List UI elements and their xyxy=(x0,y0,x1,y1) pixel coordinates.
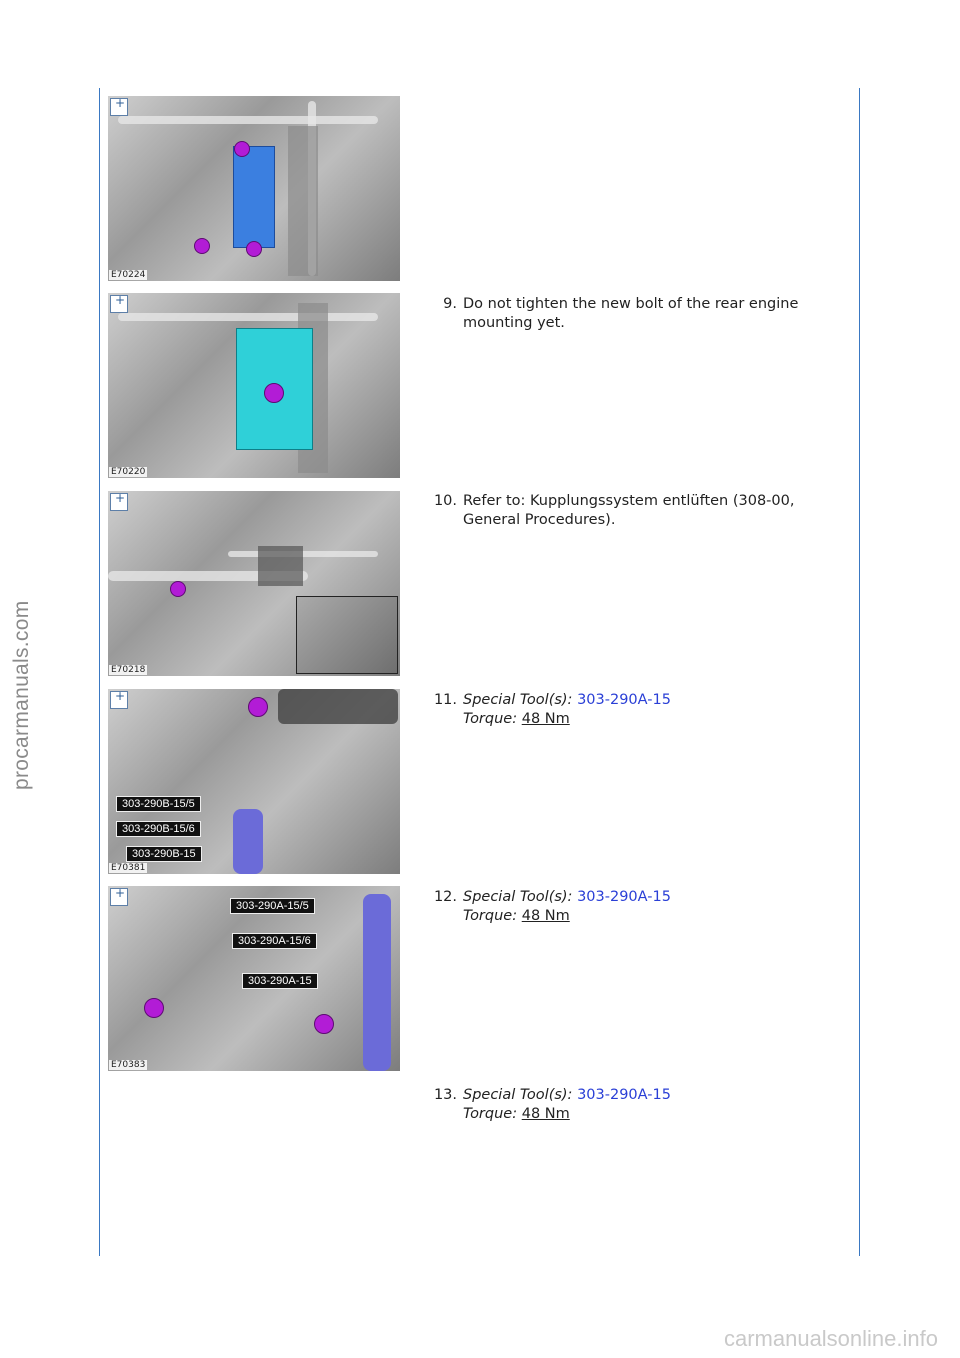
step-number: 12. xyxy=(433,889,457,905)
figure-special-tool-a xyxy=(108,886,400,1071)
detail-inset xyxy=(296,596,398,674)
figure-code: E70381 xyxy=(111,863,146,873)
step-number: 11. xyxy=(433,692,457,708)
right-margin-rule xyxy=(859,88,860,1256)
figure-rear-engine-mounting xyxy=(108,293,400,478)
step-number: 13. xyxy=(433,1087,457,1103)
tool-callout: 303-290B-15/5 xyxy=(116,796,201,812)
torque-value[interactable]: 48 Nm xyxy=(521,908,570,924)
zoom-icon[interactable] xyxy=(110,691,128,709)
zoom-icon[interactable] xyxy=(110,98,128,116)
torque-label: Torque: xyxy=(463,711,518,727)
footer-watermark: carmanualsonline.info xyxy=(723,1326,938,1351)
special-tool-link[interactable]: 303-290A-15 xyxy=(577,1087,671,1103)
figure-code: E70224 xyxy=(111,270,146,280)
tool-callout: 303-290A-15/5 xyxy=(230,898,315,914)
special-tool-link[interactable]: 303-290A-15 xyxy=(577,889,671,905)
tool-callout: 303-290A-15/6 xyxy=(232,933,317,949)
zoom-icon[interactable] xyxy=(110,888,128,906)
figure-engine-mount-bolts xyxy=(108,96,400,281)
torque-value[interactable]: 48 Nm xyxy=(521,711,570,727)
step-number: 10. xyxy=(433,493,457,509)
figure-clutch-line xyxy=(108,491,400,676)
step-text: Refer to: Kupplungssystem entlüften (308-00, General Procedures). xyxy=(463,493,795,528)
tool-callout: 303-290A-15 xyxy=(242,973,318,989)
side-watermark: procarmanuals.com xyxy=(10,600,33,790)
left-margin-rule xyxy=(99,88,100,1256)
torque-label: Torque: xyxy=(463,908,518,924)
torque-value[interactable]: 48 Nm xyxy=(521,1106,570,1122)
special-tool-label: Special Tool(s): xyxy=(463,889,573,905)
special-tool-link[interactable]: 303-290A-15 xyxy=(577,692,671,708)
figure-code: E70218 xyxy=(111,665,146,675)
tool-callout: 303-290B-15/6 xyxy=(116,821,201,837)
step-text: Do not tighten the new bolt of the rear engine mounting yet. xyxy=(463,296,799,331)
step-number: 9. xyxy=(443,296,457,312)
special-tool-label: Special Tool(s): xyxy=(463,692,573,708)
tool-callout: 303-290B-15 xyxy=(126,846,202,862)
zoom-icon[interactable] xyxy=(110,295,128,313)
figure-code: E70383 xyxy=(111,1060,146,1070)
special-tool-label: Special Tool(s): xyxy=(463,1087,573,1103)
torque-label: Torque: xyxy=(463,1106,518,1122)
zoom-icon[interactable] xyxy=(110,493,128,511)
figure-special-tool-b xyxy=(108,689,400,874)
figure-code: E70220 xyxy=(111,467,146,477)
